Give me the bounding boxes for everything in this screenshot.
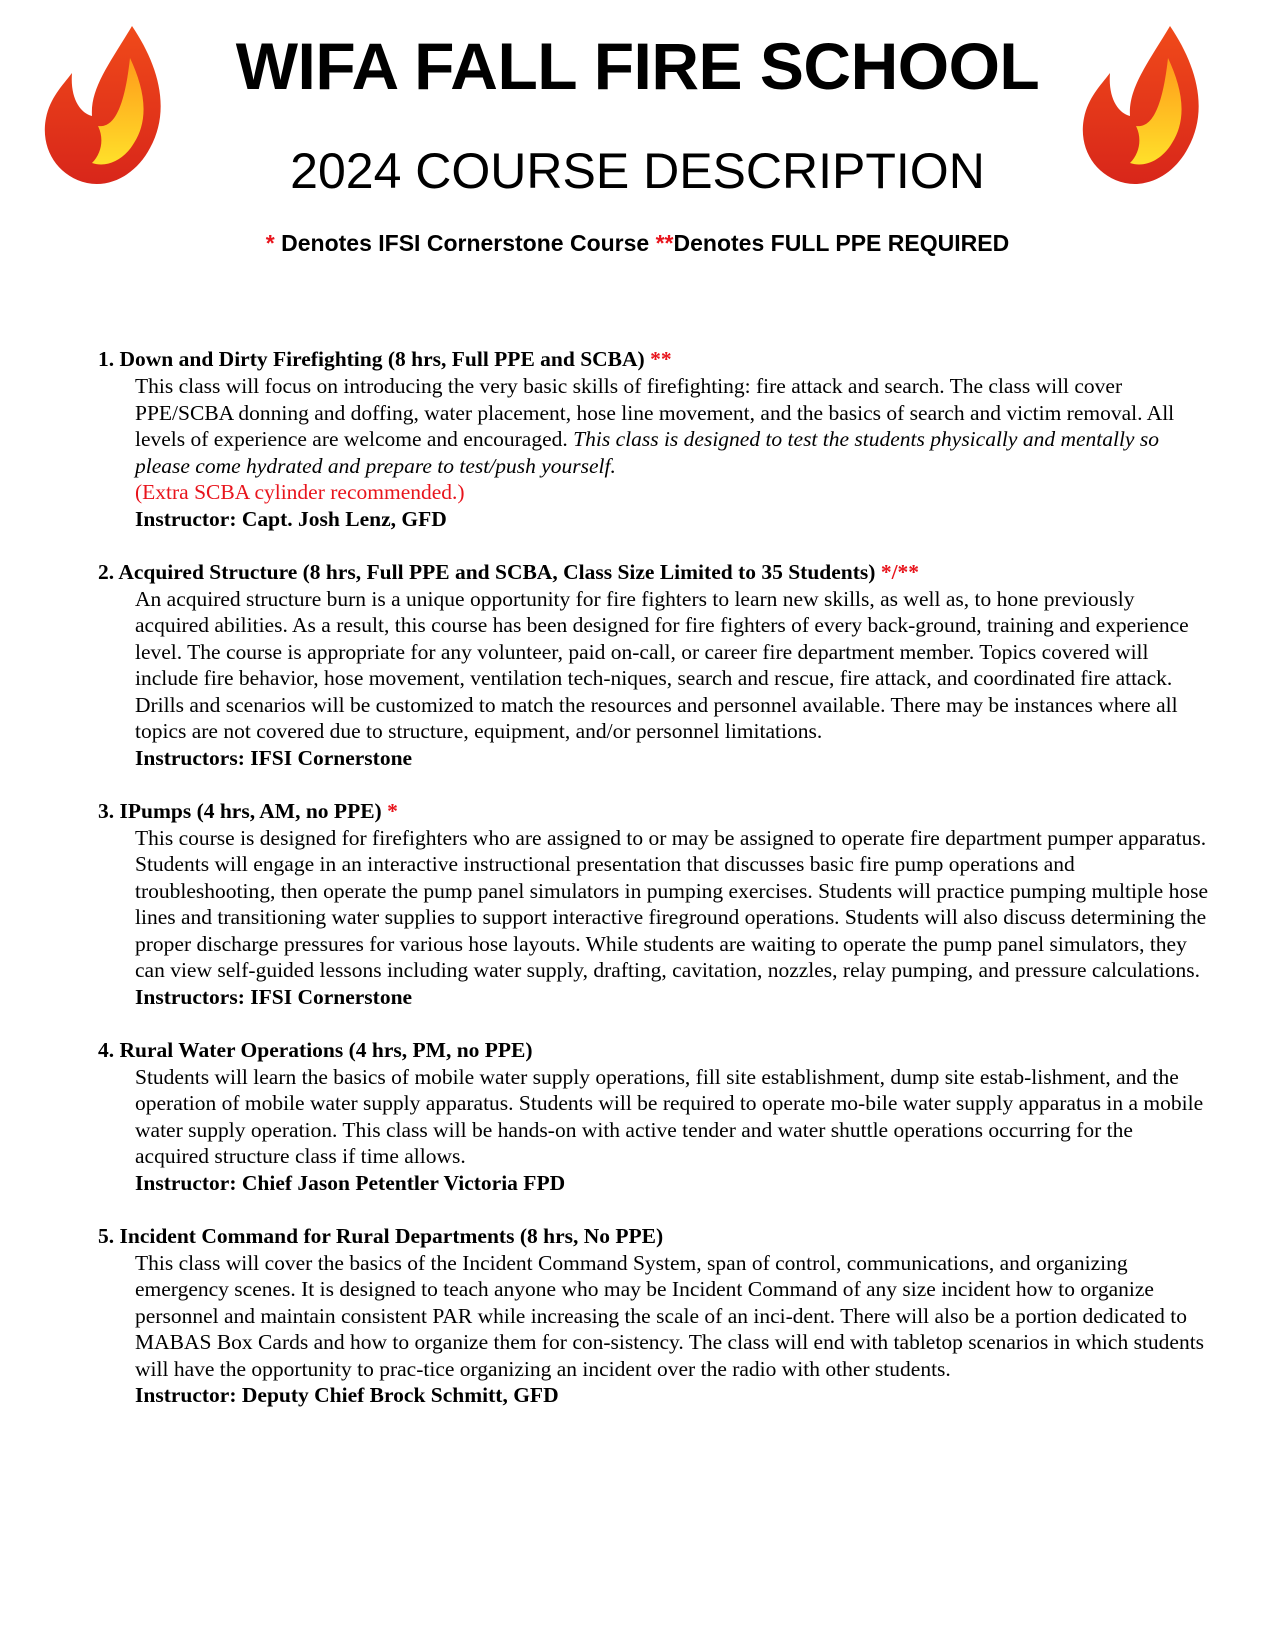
course-description: Students will learn the basics of mobile water supply operations, fill site establishment, dump site estab-lishment, and the operation of mobile water supply apparatus. Students will be required to operate mo-bile water supply apparatus in a mobile water supply operation. This class will be hands-on with active tender and water shuttle operations occurring for the acquired structure class if time allows.	[135, 1064, 1204, 1168]
course-item	[98, 346, 1208, 533]
course-instructor: Instructor: Deputy Chief Brock Schmitt, GFD	[135, 1383, 559, 1407]
course-item	[98, 1223, 1208, 1410]
course-title: 5. Incident Command for Rural Departments (8 hrs, No PPE)	[98, 1223, 664, 1248]
course-description-italic: This class is designed to test the students physically and mentally so please come hydrated and prepare to test/push yourself.	[135, 427, 1159, 478]
legend-text-cornerstone: Denotes IFSI Cornerstone Course	[274, 230, 656, 256]
course-list	[98, 346, 1208, 1435]
course-marker: */**	[880, 559, 920, 584]
legend-marker-cornerstone: *	[265, 230, 275, 256]
course-title: 4. Rural Water Operations (4 hrs, PM, no PPE)	[98, 1037, 533, 1062]
course-item	[98, 1037, 1208, 1197]
course-title: 3. IPumps (4 hrs, AM, no PPE) *	[98, 798, 398, 823]
page-title: WIFA FALL FIRE SCHOOL	[235, 29, 1040, 103]
course-instructor: Instructor: Capt. Josh Lenz, GFD	[135, 506, 447, 531]
course-instructor: Instructor: Chief Jason Petentler Victoria FPD	[135, 1170, 566, 1195]
page-subtitle: 2024 COURSE DESCRIPTION	[290, 143, 985, 199]
course-description: This class will cover the basics of the Incident Command System, span of control, communications, and organizing emergency scenes. It is designed to teach anyone who may be Incident Command of any size incident how to organize personnel and maintain consistent PAR while increasing the scale of an inci-dent. There will also be a portion dedicated to MABAS Box Cards and how to organize them for con-sistency. The class will end with tabletop scenarios in which students will have the opportunity to prac-tice organizing an incident over the radio with other students.	[135, 1250, 1205, 1381]
course-description: This class will focus on introducing the very basic skills of firefighting: fire attack and search. The class will cover PPE/SCBA donning and doffing, water placement, hose line movement, and the basics of search and victim removal. All levels of experience are welcome and encouraged. This class is designed to test the students physically and mentally so please come hydrated and prepare to test/push yourself. (Extra SCBA cylinder recommended.)	[135, 374, 1175, 504]
course-description: This course is designed for firefighters who are assigned to or may be assigned to operate fire department pumper apparatus. Students will engage in an interactive instructional presentation that discusses basic fire pump operations and troubleshooting, then operate the pump panel simulators in pumping exercises. Students will practice pumping multiple hose lines and transitioning water supplies to support interactive fireground operations. Students will also discuss determining the proper discharge pressures for various hose layouts. While students are waiting to operate the pump panel simulators, they can view self-guided lessons including water supply, drafting, cavitation, nozzles, relay pumping, and pressure calculations.	[135, 825, 1209, 982]
course-description: An acquired structure burn is a unique opportunity for fire fighters to learn new skills, as well as, to hone previously acquired abilities. As a result, this course has been designed for fire fighters of every back-ground, training and experience level. The course is appropriate for any volunteer, paid on-call, or career fire department member. Topics covered will include fire behavior, hose movement, ventilation tech-niques, search and rescue, fire attack, and coordinated fire attack. Drills and scenarios will be customized to match the resources and personnel available. There may be instances where all topics are not covered due to structure, equipment, and/or personnel limitations.	[135, 586, 1189, 743]
course-marker: **	[650, 347, 672, 371]
course-item	[98, 559, 1208, 772]
course-item	[98, 798, 1208, 1011]
legend	[0, 230, 1275, 257]
legend-marker-ppe: **	[655, 230, 674, 256]
course-marker: *	[387, 798, 398, 823]
legend-text-ppe: Denotes FULL PPE REQUIRED	[673, 230, 1010, 256]
course-title: 2. Acquired Structure (8 hrs, Full PPE and SCBA, Class Size Limited to 35 Students) */**	[98, 559, 920, 584]
course-note: (Extra SCBA cylinder recommended.)	[135, 480, 465, 504]
course-instructor: Instructors: IFSI Cornerstone	[135, 984, 413, 1009]
course-instructor: Instructors: IFSI Cornerstone	[135, 745, 413, 770]
course-title: 1. Down and Dirty Firefighting (8 hrs, Full PPE and SCBA) **	[98, 347, 672, 371]
